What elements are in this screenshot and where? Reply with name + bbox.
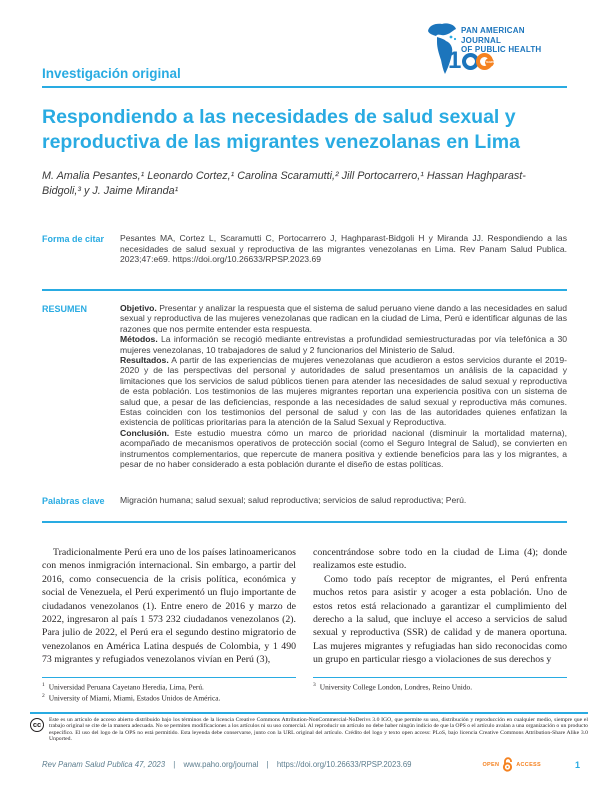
page-title: Respondiendo a las necesidades de salud sexual y reproductiva de las migrantes venezolanas en Lima	[42, 106, 520, 154]
body-column-left	[42, 546, 296, 703]
body-columns	[42, 546, 567, 703]
footnote-1-text: Universidad Peruana Cayetano Heredia, Lima, Perú.	[48, 682, 204, 692]
footer-separator: |	[173, 760, 176, 769]
footnote-3	[313, 681, 567, 692]
abstract-section	[42, 303, 567, 470]
body-column-right	[313, 546, 567, 703]
footnotes-left	[42, 677, 296, 703]
section-divider-2	[42, 521, 567, 523]
centennial-100-icon	[448, 48, 493, 74]
abstract-conclusion	[120, 428, 567, 470]
footnote-3-marker: 3	[313, 681, 316, 688]
page-number: 1	[574, 759, 580, 770]
footnote-1	[42, 681, 296, 692]
footnote-2-text: University of Miami, Miami, Estados Unidos de América.	[48, 693, 221, 703]
footer-separator: |	[266, 760, 269, 769]
open-access-access-label: ACCESS	[516, 761, 541, 768]
footnote-2-marker: 2	[42, 692, 45, 699]
footer-site-link[interactable]: www.paho.org/journal	[183, 760, 259, 769]
centennial-digit: 1	[448, 47, 462, 74]
footnote-rule-left	[42, 677, 296, 678]
abstract-objetivo	[120, 303, 567, 334]
footnote-3-text: University College London, Londres, Reino Unido.	[319, 682, 473, 692]
footnote-1-marker: 1	[42, 681, 45, 688]
abstract-resultados	[120, 355, 567, 428]
citation-text: Pesantes MA, Cortez L, Scaramutti C, Portocarrero J, Haghparast-Bidgoli H y Miranda JJ. Respondiendo a las necesidades de salud sexual y reproductiva de las migrantes venezolanas en Lima. Rev Panam Salud Publica. 2023;47:e69. https://doi.org/10.26633/RPSP.2023.69	[120, 233, 567, 265]
body-paragraph: concentrándose sobre todo en la ciudad de Lima (4); donde realizamos este estudio.	[313, 546, 567, 572]
header-divider	[42, 86, 567, 88]
paho-journal-logo	[425, 22, 567, 78]
keywords-text: Migración humana; salud sexual; salud reproductiva; servicios de salud reproductiva; Perú.	[120, 494, 467, 505]
abstract-text	[120, 303, 567, 470]
page-bottom	[0, 712, 609, 772]
footnote-rule-right	[313, 677, 567, 678]
abstract-resultados-label: Resultados.	[120, 355, 169, 366]
palabras-clave-label: Palabras clave	[42, 495, 105, 506]
years-badge: YEARS	[485, 58, 494, 67]
footer-right	[482, 757, 580, 772]
abstract-conclusion-label: Conclusión.	[120, 427, 170, 438]
abstract-resultados-text: A partir de las experiencias de mujeres venezolanas que acudieron a estos servicios durante el 2019-2020 y de las perspectivas del personal y autoridades de salud presentamos un análisis de la capacidad y limitaciones que los servicios de salud públicos tienen para atender las necesidades de salud sexual y reproductiva de esta población. Los testimonios de las mujeres migrantes reportan una experiencia positiva con un sistema de salud que, a pesar de las deficiencias, responde a las necesidades de salud sexual y reproductiva más comunes. Estas coinciden con los testimonios del personal de salud y con las de las autoridades quienes enfatizan la existencia de políticas prioritarias para la atención de la Salud Sexual y Reproductiva.	[120, 355, 568, 428]
authors-line: M. Amalia Pesantes,¹ Leonardo Cortez,¹ Carolina Scaramutti,² Jill Portocarrero,¹ Hassan Haghparast-Bidgoli,³ y J. Jaime Miranda¹	[42, 170, 526, 198]
section-divider	[42, 289, 567, 291]
body-paragraph: Como todo país receptor de migrantes, el Perú enfrenta muchos retos para asistir y acoger a esta población. Uno de estos retos está relacionado a garantizar el cumplimiento del derecho a la salud, que incluye el acceso a servicios de salud sexual y reproductiva (SSR) de calidad y de manera oportuna. Las mujeres migrantes y refugiadas han sido reconocidas como un grupo en particular riesgo a violaciones de sus derechos y	[313, 573, 567, 666]
abstract-metodos	[120, 334, 567, 355]
footnote-2	[42, 692, 296, 703]
footer-doi-link[interactable]: https://doi.org/10.26633/RPSP.2023.69	[276, 760, 412, 769]
footnotes-right	[313, 677, 567, 692]
centennial-ring-orange-icon	[476, 53, 493, 70]
creative-commons-icon: cc	[30, 718, 44, 732]
open-lock-icon	[501, 757, 514, 772]
footer-citation-line	[42, 760, 412, 769]
open-access-logo	[482, 757, 541, 772]
bottom-divider	[30, 712, 588, 714]
keywords-section	[42, 495, 567, 506]
journal-name-line1: PAN AMERICAN JOURNAL	[461, 26, 525, 45]
abstract-metodos-text: La información se recogió mediante entrevistas a profundidad semiestructuradas por vía telefónica a 30 mujeres venezolanas, 10 trabajadores de salud y 2 funcionarios del Ministerio de Salud.	[120, 334, 568, 355]
abstract-objetivo-label: Objetivo.	[120, 303, 157, 313]
license-text: Este es un artículo de acceso abierto distribuido bajo los términos de la licencia Creative Commons Attribution-NonCommercial-NoDerivs 3.0 IGO, que permite su uso, distribución y reproducción en cualquier medio, siempre que el trabajo original se cite de la manera adecuada. No se permiten modificaciones a los artículos ni su uso comercial. Al reproducir un artículo no debe haber ningún indicio de que la OPS o el artículo avalan a una organización o un producto específico. El uso del logo de la OPS no está permitido. Esta leyenda debe conservarse, junto con la URL original del artículo. Crédito del logo y texto open access: PLoS, bajo licencia Creative Commons Attribution-Share Alike 3.0 Unported.	[49, 716, 588, 743]
abstract-objetivo-text: Presentar y analizar la respuesta que el sistema de salud peruano viene dando a las necesidades en salud sexual y reproductiva de las mujeres venezolanas que radican en la ciudad de Lima, Perú e identificar algunas de las razones que nos permite entender esta respuesta.	[120, 303, 567, 334]
footer-journal-ref: Rev Panam Salud Publica 47, 2023	[42, 760, 166, 769]
abstract-metodos-label: Métodos.	[120, 334, 158, 345]
journal-name-line2: OF PUBLIC HEALTH	[461, 45, 542, 54]
page-footer	[42, 757, 580, 772]
open-access-open-label: OPEN	[482, 761, 500, 768]
citation-section	[42, 233, 567, 264]
resumen-label: RESUMEN	[42, 304, 88, 314]
body-paragraph: Tradicionalmente Perú era uno de los países latinoamericanos con menos inmigración internacional. Sin embargo, a partir del 2016, como consecuencia de la crisis política, económica y social de Venezuela, el Perú experimentó un flujo importante de ciudadanos venezolanos (1). Entre enero de 2016 y marzo de 2022, ingresaron al país 1 573 232 ciudadanos venezolanos (2). Para julio de 2022, el Perú era el segundo destino migratorio de venezolanos en América Latina después de Colombia, y 1 490 73 migrantes y refugiados venezolanos vivían en Perú (3),	[42, 546, 296, 666]
license-block	[30, 717, 588, 743]
article-type-label: Investigación original	[42, 66, 181, 81]
abstract-conclusion-text: Este estudio muestra cómo un marco de prioridad nacional (disminuir la mortalidad materna), acompañado de mecanismos operativos de protección social (como el Seguro Integral de Salud), se convierten en instrumentos complementarios, que repercute de manera positiva y extiende beneficios para las y los migrantes, a pesar de no haber considerado a esta población durante el diseño de estas políticas.	[120, 427, 567, 470]
forma-de-citar-label: Forma de citar	[42, 234, 105, 245]
